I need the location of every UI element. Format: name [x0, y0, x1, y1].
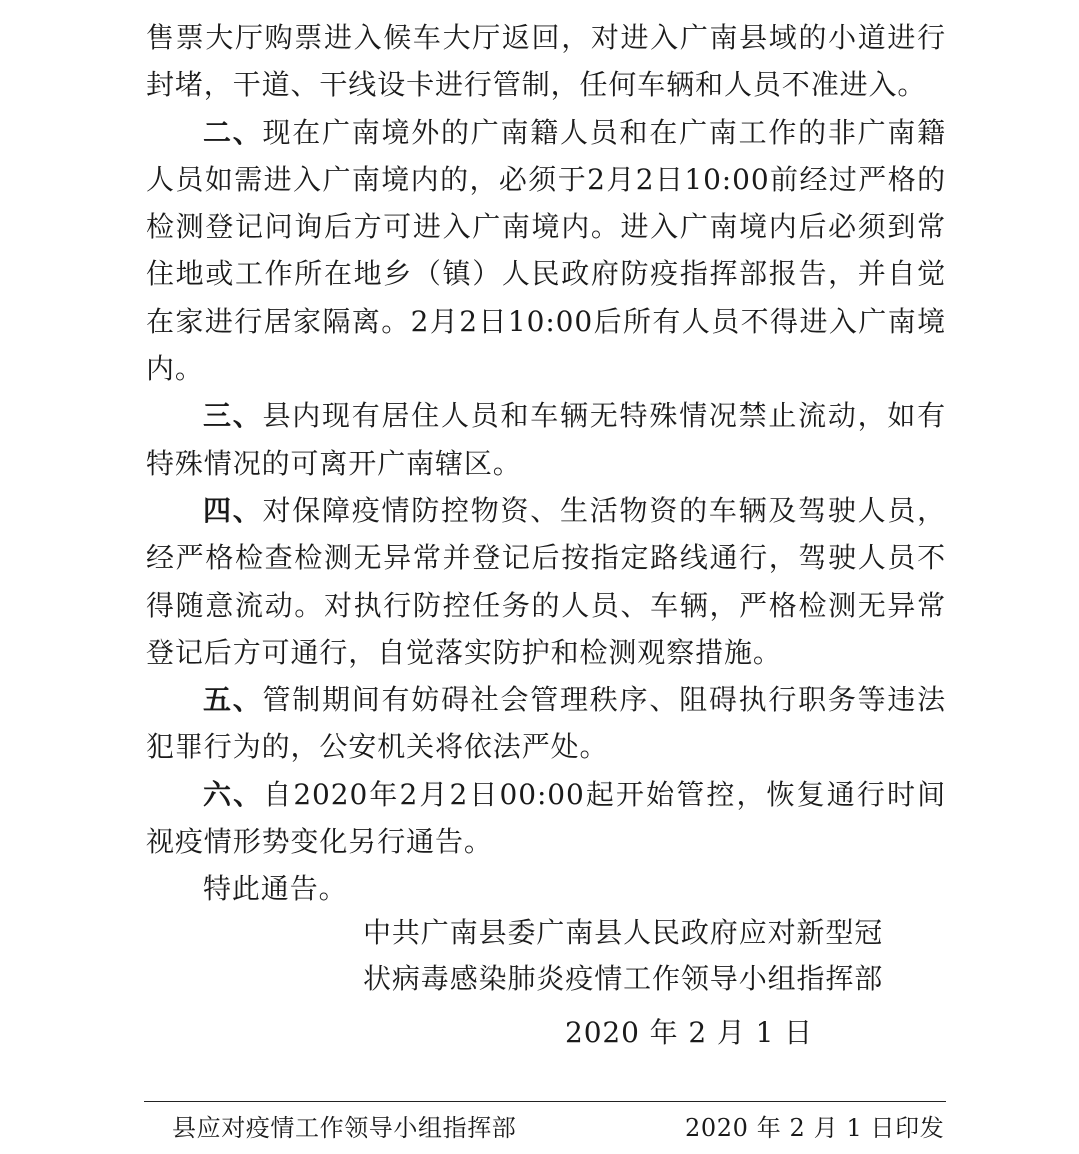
item-number: 六、 [203, 777, 264, 811]
paragraph-item-2 [146, 109, 946, 393]
footer-issued-date: 2020 年 2 月 1 日印发 [685, 1114, 945, 1142]
paragraph-text: 对保障疫情防控物资、生活物资的车辆及驾驶人员，经严格检查检测无异常并登记后按指定路线通行，驾驶人员不得随意流动。对执行防控任务的人员、车辆，严格检测无异常登记后方可通行，自觉落实防护和检测观察措施。 [146, 493, 946, 669]
closing-statement [146, 865, 946, 912]
paragraph-text: 特此通告。 [203, 872, 348, 906]
paragraph-item-5 [146, 676, 946, 771]
item-number: 三、 [203, 399, 263, 433]
item-number: 五、 [203, 683, 263, 717]
signature-date: 2020 年 2 月 1 日 [565, 1016, 813, 1049]
paragraph-text: 售票大厅购票进入候车大厅返回，对进入广南县域的小道进行封堵，干道、干线设卡进行管制，任何车辆和人员不准进入。 [146, 21, 946, 102]
signature-block [363, 910, 923, 1056]
paragraph-item-6 [146, 771, 946, 866]
notice-body [146, 14, 946, 913]
paragraph-text: 管制期间有妨碍社会管理秩序、阻碍执行职务等违法犯罪行为的，公安机关将依法严处。 [146, 683, 946, 764]
item-number: 四、 [203, 493, 263, 527]
footer-issuer: 县应对疫情工作领导小组指挥部 [172, 1114, 517, 1142]
footer-divider [144, 1101, 946, 1102]
paragraph-continuation [146, 14, 946, 109]
paragraph-item-4 [146, 487, 946, 676]
paragraph-text: 现在广南境外的广南籍人员和在广南工作的非广南籍人员如需进入广南境内的，必须于2月2日10:00前经过严格的检测登记问询后方可进入广南境内。进入广南境内后必须到常住地或工作所在地乡（镇）人民政府防疫指挥部报告，并自觉在家进行居家隔离。2月2日10:00后所有人员不得进入广南境内。 [146, 115, 946, 386]
paragraph-text: 自2020年2月2日00:00起开始管控，恢复通行时间视疫情形势变化另行通告。 [146, 777, 946, 859]
signature-line-2: 状病毒感染肺炎疫情工作领导小组指挥部 [363, 962, 884, 995]
signature-line-1: 中共广南县委广南县人民政府应对新型冠 [363, 916, 884, 949]
item-number: 二、 [203, 115, 263, 149]
paragraph-text: 县内现有居住人员和车辆无特殊情况禁止流动，如有特殊情况的可离开广南辖区。 [146, 399, 946, 480]
paragraph-item-3 [146, 392, 946, 487]
